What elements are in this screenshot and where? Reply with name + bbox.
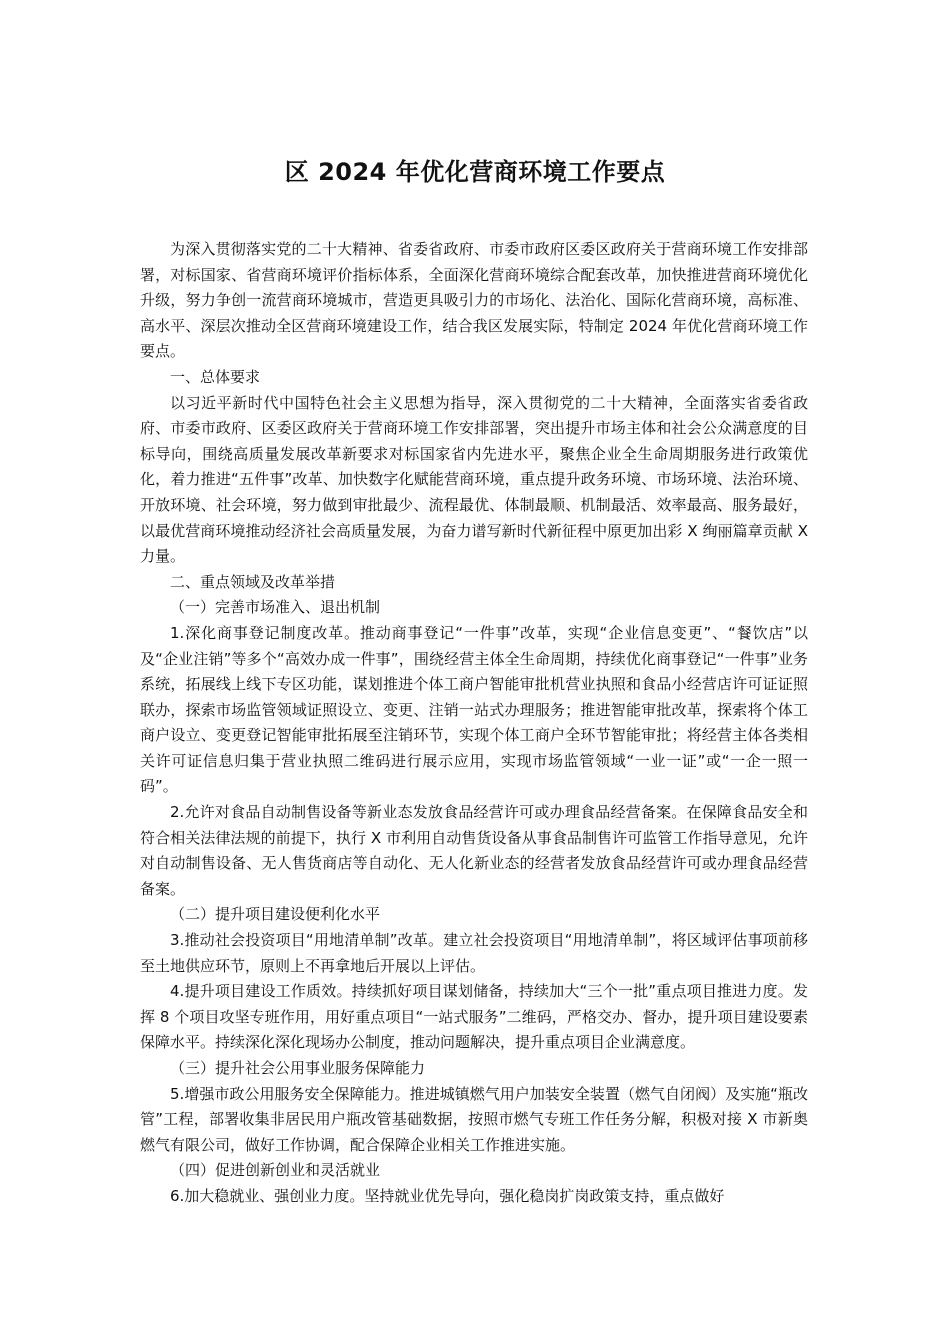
item-paragraph-6: 6.加大稳就业、强创业力度。坚持就业优先导向，强化稳岗扩岗政策支持，重点做好	[170, 1186, 725, 1205]
subsection-heading-4: （四）促进创新创业和灵活就业	[170, 1161, 381, 1180]
item-paragraph-5: 5.增强市政公用服务安全保障能力。推进城镇燃气用户加装安全装置（燃气自闭阀）及实施“瓶改管”工程，部署收集非居民用户瓶改管基础数据，按照市燃气专班工作任务分解，积极对接 X 市新奥燃气有限公司，做好工作协调，配合保障企业相关工作推进实施。	[140, 1084, 808, 1154]
item-paragraph-3: 3.推动社会投资项目“用地清单制”改革。建立社会投资项目“用地清单制”，将区域评估事项前移至土地供应环节，原则上不再拿地后开展以上评估。	[140, 931, 808, 975]
item-paragraph-2: 2.允许对食品自动制售设备等新业态发放食品经营许可或办理食品经营备案。在保障食品安全和符合相关法律法规的前提下，执行 X 市利用自动售货设备从事食品制售许可监管工作指导意见，允许对自动制售设备、无人售货商店等自动化、无人化新业态的经营者发放食品经营许可或办理食品经营备案。	[140, 803, 808, 898]
item-paragraph-4: 4.提升项目建设工作质效。持续抓好项目谋划储备，持续加大“三个一批”重点项目推进力度。发挥 8 个项目攻坚专班作用，用好重点项目“一站式服务”二维码，严格交办、督办，提升项目建设要素保障水平。持续深化深化现场办公制度，推动问题解决，提升重点项目企业满意度。	[140, 982, 808, 1052]
document-title: 区 2024 年优化营商环境工作要点	[284, 158, 666, 186]
general-requirements-paragraph: 以习近平新时代中国特色社会主义思想为指导，深入贯彻党的二十大精神，全面落实省委省政府、市委市政府、区委区政府关于营商环境工作安排部署，突出提升市场主体和社会公众满意度的目标导向，围绕高质量发展改革新要求对标国家省内先进水平，聚焦企业全生命周期服务进行政策优化，着力推进“五件事”改革、加快数字化赋能营商环境，重点提升政务环境、市场环境、法治环境、开放环境、社会环境，努力做到审批最少、流程最优、体制最顺、机制最活、效率最高、服务最好，以最优营商环境推动经济社会高质量发展，为奋力谱写新时代新征程中原更加出彩 X 绚丽篇章贡献 X 力量。	[140, 393, 808, 566]
subsection-heading-2: （二）提升项目建设便利化水平	[170, 905, 381, 924]
intro-paragraph: 为深入贯彻落实党的二十大精神、省委省政府、市委市政府区委区政府关于营商环境工作安排部署，对标国家、省营商环境评价指标体系，全面深化营商环境综合配套改革，加快推进营商环境优化升级，努力争创一流营商环境城市，营造更具吸引力的市场化、法治化、国际化营商环境，高标准、高水平、深层次推动全区营商环境建设工作，结合我区发展实际，特制定 2024 年优化营商环境工作要点。	[140, 240, 808, 361]
subsection-heading-1: （一）完善市场准入、退出机制	[170, 598, 381, 617]
document-body	[140, 237, 808, 1210]
item-paragraph-1: 1.深化商事登记制度改革。推动商事登记“一件事”改革，实现“企业信息变更”、“餐饮店”以及“企业注销”等多个“高效办成一件事”，围绕经营主体全生命周期，持续优化商事登记“一件事”业务系统，拓展线上线下专区功能，谋划推进个体工商户智能审批机营业执照和食品小经营店许可证证照联办，探索市场监管领域证照设立、变更、注销一站式办理服务；推进智能审批改革，探索将个体工商户设立、变更登记智能审批拓展至注销环节，实现个体工商户全环节智能审批；将经营主体各类相关许可证信息归集于营业执照二维码进行展示应用，实现市场监管领域“一业一证”或“一企一照一码”。	[140, 623, 808, 796]
section-heading-general-requirements: 一、总体要求	[170, 367, 261, 386]
section-heading-key-areas: 二、重点领域及改革举措	[170, 572, 336, 591]
subsection-heading-3: （三）提升社会公用事业服务保障能力	[170, 1059, 426, 1077]
